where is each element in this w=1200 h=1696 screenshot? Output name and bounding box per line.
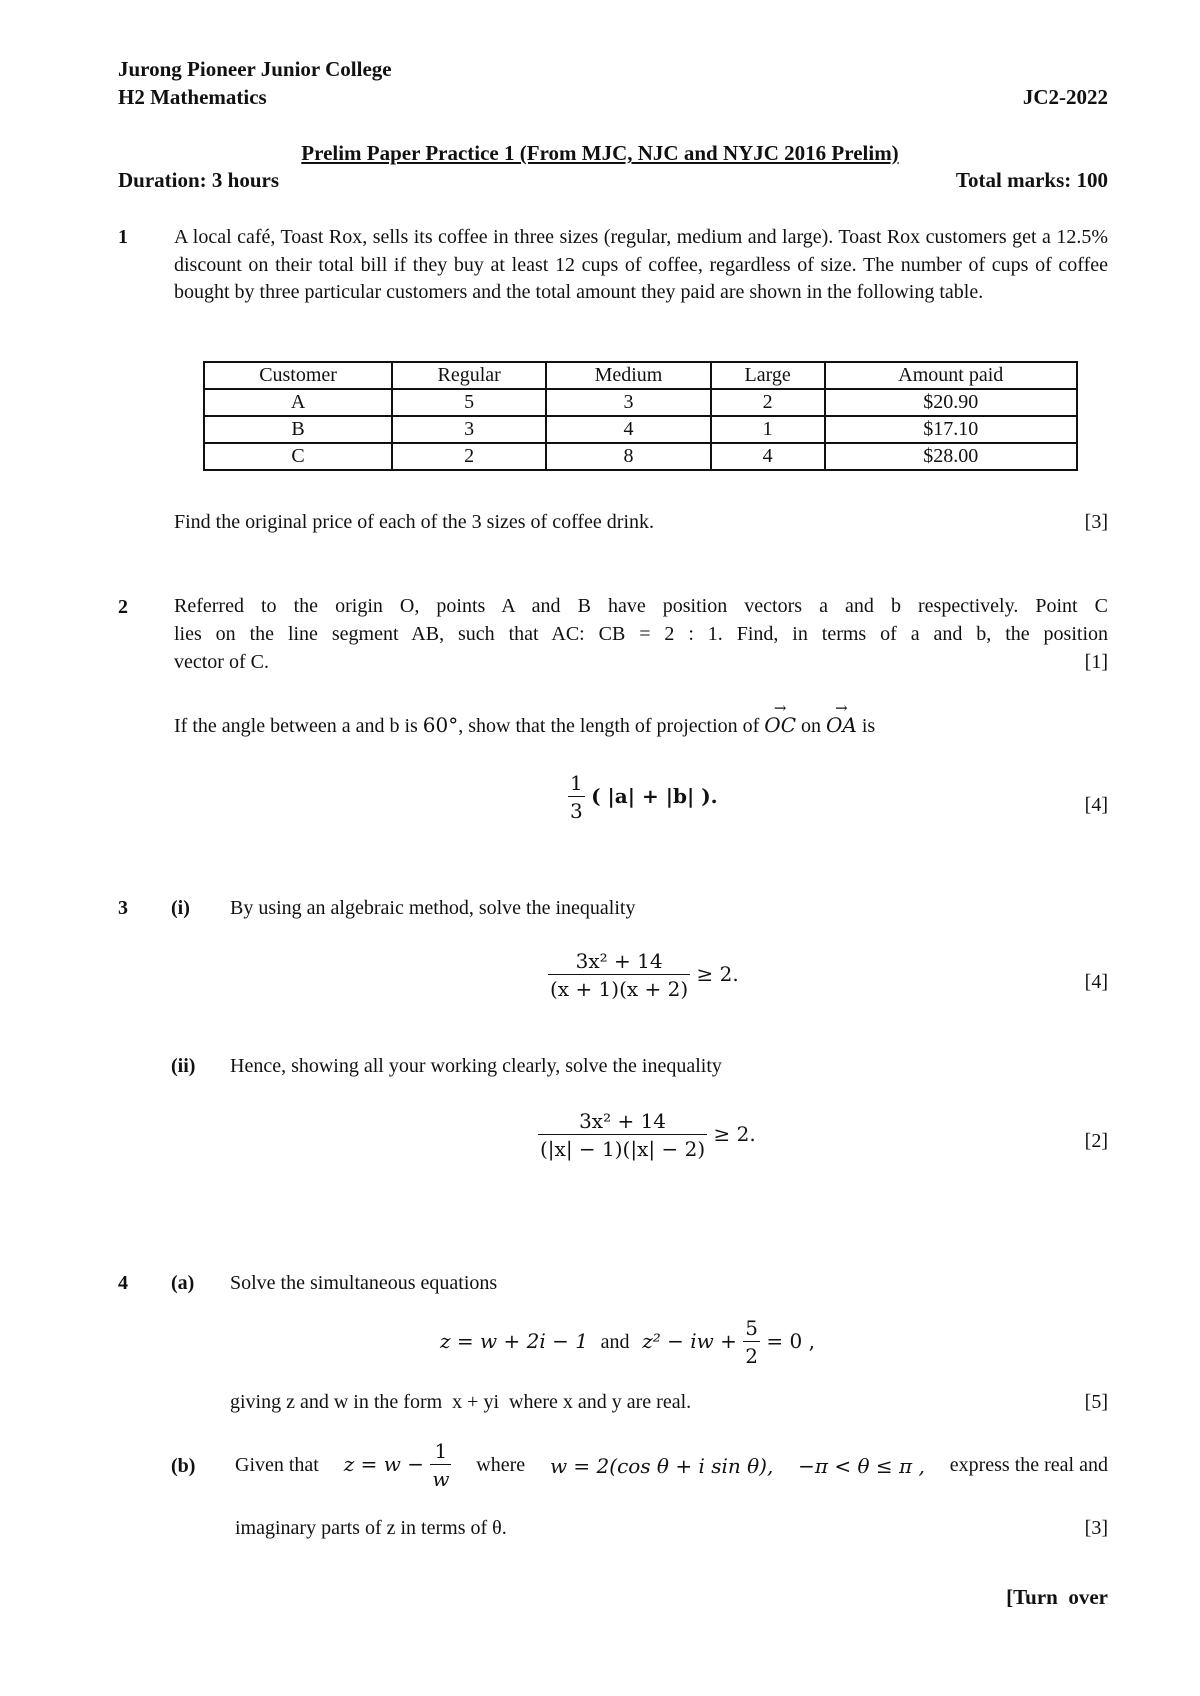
question-4-number: 4	[118, 1272, 128, 1294]
vector-oa: → OA	[826, 699, 857, 737]
question-3-part-i-label: (i)	[171, 897, 190, 919]
z-definition: z = w − $\frac{1}{w}$	[343, 1439, 450, 1491]
question-4-part-a-giving: giving z and w in the form x + yi where x and y are real.	[230, 1391, 692, 1413]
table-header: Medium	[546, 362, 711, 389]
inequality-2	[538, 1108, 756, 1163]
w-definition: w = 2(cos θ + i sin θ),	[549, 1453, 774, 1478]
table-header: Amount paid	[825, 362, 1077, 389]
is-text: is	[861, 715, 876, 737]
subject-name: H2 Mathematics	[118, 85, 267, 109]
question-4-part-a-label: (a)	[171, 1272, 195, 1294]
coffee-table	[203, 361, 1078, 471]
table-cell: B	[204, 416, 392, 443]
table-cell: $20.90	[825, 389, 1077, 416]
table-cell: 8	[546, 443, 711, 470]
question-4-part-b-marks: [3]	[1084, 1517, 1108, 1539]
equation-2: z² − iw +	[642, 1329, 737, 1353]
question-2-line-3: vector of C.	[174, 651, 269, 673]
table-row	[204, 443, 1077, 470]
table-cell: 3	[392, 416, 546, 443]
vector-arrow-icon: →	[773, 699, 787, 717]
where-text: where	[476, 1454, 526, 1476]
table-cell: $17.10	[825, 416, 1077, 443]
fraction: $\frac{\text{3x² + 14}}{(|x| - 1)(|x| - 2)}$	[540, 1109, 706, 1161]
table-cell: C	[204, 443, 392, 470]
simultaneous-equations	[440, 1315, 815, 1370]
question-2-marks-2: [4]	[1084, 794, 1108, 816]
paper-code: JC2-2022	[1022, 85, 1108, 109]
angle-value: 60°	[422, 713, 459, 737]
question-4-part-b-label: (b)	[171, 1455, 196, 1477]
table-header-row	[204, 362, 1077, 389]
fraction: $\frac{\text{3x² + 14}}{(x + 1)(x + 2)}$	[550, 949, 689, 1001]
question-1-text: A local café, Toast Rox, sells its coffee in three sizes (regular, medium and large). Toast Rox customers get a 12.5% discount on their total bill if they buy at least 12 cups of coffee, regardless of size. The number of cups of coffee bought by three particular customers and the total amount they paid are shown in the following table.	[174, 226, 1108, 303]
question-3-number: 3	[118, 897, 128, 919]
express-text: express the real and	[949, 1454, 1108, 1476]
theta-range: −π < θ ≤ π ,	[798, 1453, 925, 1478]
question-3-part-ii-marks: [2]	[1084, 1130, 1108, 1152]
duration: Duration: 3 hours	[118, 168, 280, 192]
table-cell: 2	[392, 443, 546, 470]
part-2-mid: , show that the length of projection of	[458, 715, 760, 737]
question-4-part-b-line-2: imaginary parts of z in terms of θ.	[235, 1517, 507, 1539]
equation-1: z = w + 2i − 1	[440, 1329, 588, 1353]
question-2-line-1: Referred to the origin O, points A and B have position vectors a and b respectively. Point C	[174, 595, 1108, 617]
question-2-marks-1: [1]	[1084, 651, 1108, 673]
table-row	[204, 416, 1077, 443]
fraction: $\frac{1}{3}$	[570, 771, 583, 823]
given-text: Given that	[235, 1454, 319, 1476]
question-3-part-ii-label: (ii)	[171, 1055, 196, 1077]
table-cell: 4	[711, 443, 825, 470]
table-cell: 2	[711, 389, 825, 416]
question-3-part-i-marks: [4]	[1084, 971, 1108, 993]
question-3-part-i-text: By using an algebraic method, solve the inequality	[230, 897, 636, 919]
question-4-part-b-line-1	[235, 1438, 1108, 1493]
turn-over: [Turn over	[1006, 1585, 1108, 1609]
table-cell: 5	[392, 389, 546, 416]
on-text: on	[801, 715, 821, 737]
table-cell: $28.00	[825, 443, 1077, 470]
question-2-line-2: lies on the line segment AB, such that AC: CB = 2 : 1. Find, in terms of a and b, the position	[174, 623, 1108, 645]
paper-title: Prelim Paper Practice 1 (From MJC, NJC and NYJC 2016 Prelim)	[301, 141, 899, 165]
question-2-number: 2	[118, 596, 128, 618]
question-1-marks: [3]	[1084, 511, 1108, 533]
magnitude-sum: ( |a| + |b| ).	[591, 784, 718, 808]
question-3-part-ii-text: Hence, showing all your working clearly, solve the inequality	[230, 1055, 722, 1077]
total-marks: Total marks: 100	[955, 168, 1108, 192]
table-cell: A	[204, 389, 392, 416]
inequality-rhs: ≥ 2.	[713, 1122, 756, 1146]
fraction: $\frac{5}{2}$	[745, 1316, 759, 1368]
question-2-part-2	[174, 699, 876, 738]
inequality-rhs: ≥ 2.	[696, 962, 739, 986]
table-cell: 4	[546, 416, 711, 443]
question-2-expression	[568, 770, 718, 825]
table-cell: 3	[546, 389, 711, 416]
table-header: Large	[711, 362, 825, 389]
college-name: Jurong Pioneer Junior College	[118, 57, 392, 81]
part-2-text: If the angle between a and b is	[174, 715, 418, 737]
vector-arrow-icon: →	[835, 699, 848, 717]
question-1-ask: Find the original price of each of the 3 sizes of coffee drink.	[174, 511, 655, 533]
inequality-1	[548, 948, 739, 1003]
question-1-number: 1	[118, 226, 128, 248]
table-row	[204, 389, 1077, 416]
table-header: Customer	[204, 362, 392, 389]
question-4-part-a-marks: [5]	[1084, 1391, 1108, 1413]
equation-2-end: = 0 ,	[766, 1329, 815, 1353]
table-cell: 1	[711, 416, 825, 443]
question-4-part-a-text: Solve the simultaneous equations	[230, 1272, 498, 1294]
table-header: Regular	[392, 362, 546, 389]
vector-oc: → OC	[764, 699, 796, 737]
and-text: and	[600, 1331, 630, 1353]
